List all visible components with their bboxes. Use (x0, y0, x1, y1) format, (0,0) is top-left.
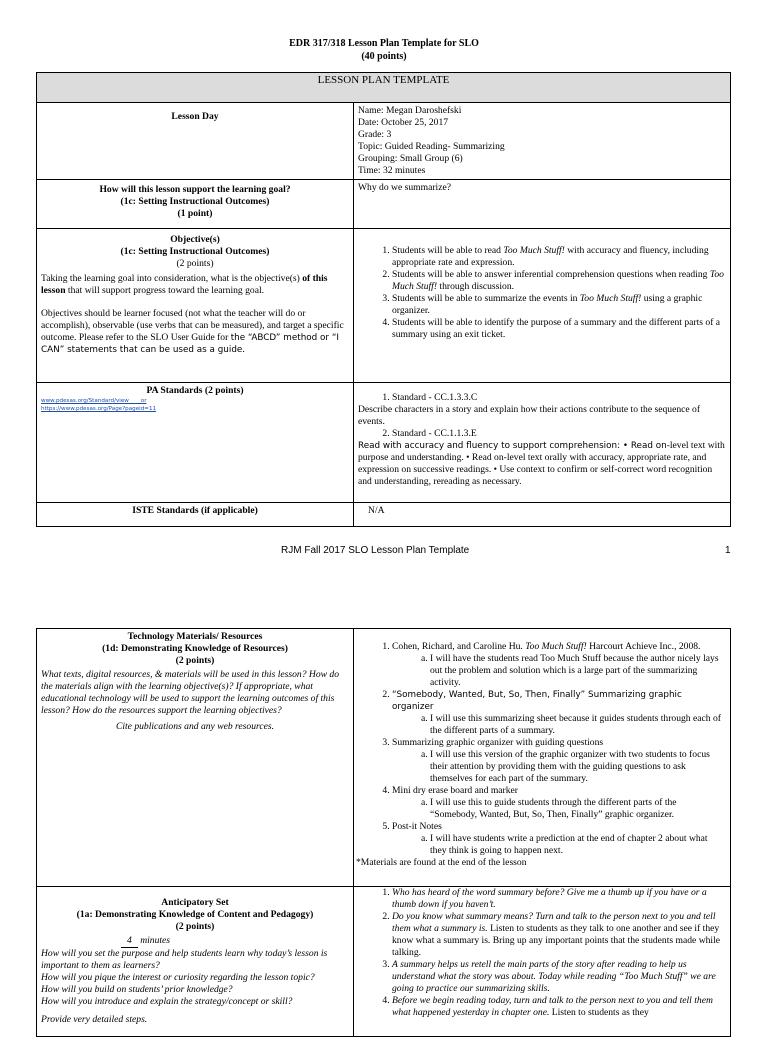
anticipatory-steps-cell (354, 887, 731, 1037)
anticipatory-step: 2. Do you know what summary means? Turn and talk to the person next to you and tell them what a summary is. Listen to students as they talk to one another and see if they know what a summary is. Bring up any important points that the students made while talking. (392, 911, 726, 959)
anticipatory-q5: Provide very detailed steps. (41, 1014, 148, 1025)
learning-goal-answer: Why do we summarize? (354, 180, 731, 229)
learning-goal-question: How will this lesson support the learning goal? (99, 184, 291, 195)
objectives-list-cell (354, 229, 731, 383)
resource-item: 1. Cohen, Richard, and Caroline Hu. Too Much Stuff! Harcourt Achieve Inc., 2008. a. I will have the students read Too Much Stuff because the author nicely lays out the problem and solution which is a large part of the summarizing activity. (392, 641, 726, 689)
lesson-day-label: Lesson Day (37, 103, 354, 180)
anticipatory-q1: How will you set the purpose and help students learn why today’s lesson is important to them as learners? (41, 948, 328, 971)
pdesas-link-1[interactable]: www.pdesas.org/Standard/view ___ or (41, 398, 147, 404)
iste-value: N/A (354, 503, 731, 527)
pa-standards-label-cell (37, 383, 354, 503)
tech-points: (2 points) (175, 655, 215, 666)
anticipatory-label-cell (37, 887, 354, 1037)
pdesas-link-2[interactable]: https://www.pdesas.org/Page?pageid=11 (41, 406, 157, 412)
objectives-prompt: Taking the learning goal into consideration, what is the objective(s) of this lesson that will support progress toward the learning goal. (41, 273, 328, 296)
objective-item: 1. Students will be able to read Too Much Stuff! with accuracy and fluency, including appropriate rate and expression. (392, 245, 726, 269)
standard-2: 2. Standard - CC.1.1.3.E (392, 428, 726, 440)
lesson-date: Date: October 25, 2017 (358, 117, 449, 128)
standard-1-desc: Describe characters in a story and explain how their actions contribute to the sequence of events. (358, 404, 701, 427)
materials-note: *Materials are found at the end of the lesson (356, 857, 527, 868)
tech-cite: Cite publications and any web resources. (115, 721, 275, 732)
anticipatory-title: Anticipatory Set (161, 897, 229, 908)
teacher-name: Name: Megan Daroshefski (358, 105, 462, 116)
objectives-sub: (1c: Setting Instructional Outcomes) (120, 246, 270, 257)
anticipatory-steps (358, 887, 726, 1019)
page-number: 1 (725, 545, 731, 556)
template-header: LESSON PLAN TEMPLATE (37, 73, 731, 103)
objectives-points: (2 points) (176, 258, 214, 269)
minutes-line (41, 935, 349, 948)
objectives-title: Objective(s) (170, 234, 220, 245)
standard-2-list (358, 428, 726, 440)
resources-list (358, 641, 726, 857)
tech-title: Technology Materials/ Resources (127, 631, 263, 642)
resource-note: a. I will use this summarizing sheet because it guides students through each of the different parts of a summary. (430, 713, 726, 737)
standard-1: 1. Standard - CC.1.3.3.C (392, 392, 726, 404)
resource-note: a. I will have the students read Too Much Stuff because the author nicely lays out the problem and solution which is a large part of the summarizing activity. (430, 653, 726, 689)
title-line-2: (40 points) (361, 51, 407, 62)
tech-resources-cell (354, 629, 731, 887)
resource-item: 4. Mini dry erase board and marker a. I will use this to guide students through the different parts of the “Somebody, Wanted, But, So, Then, Finally” graphic organizer. (392, 785, 726, 821)
learning-goal-sub: (1c: Setting Instructional Outcomes) (120, 196, 270, 207)
resource-item: 3. Summarizing graphic organizer with guiding questions a. I will use this version of the graphic organizer with two students to focus their attention by providing them with the guiding questions to ask themselves for each part of the summary. (392, 737, 726, 785)
anticipatory-q4: How will you introduce and explain the strategy/concept or skill? (41, 996, 293, 1007)
learning-goal-points: (1 point) (177, 208, 213, 219)
tech-prompt: What texts, digital resources, & materials will be used in this lesson? How do the materials align with the learning objective(s)? If appropriate, what educational technology will be used to support the learning outcomes of this lesson? How do the resources support the learning objectives? (41, 669, 340, 716)
anticipatory-step: 1. Who has heard of the word summary before? Give me a thumb up if you have or a thumb down if you haven’t. (392, 887, 726, 911)
objectives-label-cell (37, 229, 354, 383)
lesson-time: Time: 32 minutes (358, 165, 426, 176)
anticipatory-step: 3. A summary helps us retell the main parts of the story after reading to help us understand what the story was about. Today while reading “Too Much Stuff” we are going to practice our summarizing skills. (392, 959, 726, 995)
standard-1-list (358, 392, 726, 404)
tech-sub: (1d: Demonstrating Knowledge of Resources) (102, 643, 288, 654)
lesson-plan-table-page2 (36, 628, 731, 1037)
anticipatory-points: (2 points) (175, 921, 215, 932)
resource-item: 5. Post-it Notes a. I will have students write a prediction at the end of chapter 2 about what they think is going to happen next. (392, 821, 726, 857)
resource-note: a. I will have students write a prediction at the end of chapter 2 about what they think is going to happen next. (430, 833, 726, 857)
anticipatory-sub: (1a: Demonstrating Knowledge of Content and Pedagogy) (76, 909, 314, 920)
minutes-label: minutes (137, 935, 171, 946)
anticipatory-step: 4. Before we begin reading today, turn and talk to the person next to you and tell them what happened yesterday in chapter one. Listen to students as they (392, 995, 726, 1019)
grouping: Grouping: Small Group (6) (358, 153, 463, 164)
objectives-guidance: Objectives should be learner focused (not what the teacher will do or accomplish), observable (use verbs that can be measured), and target a specific outcome. Please refer to the SLO User Guide for the “ABCD” method or “I CAN” statements that can be used as a guide. (41, 308, 344, 355)
tech-label-cell (37, 629, 354, 887)
topic: Topic: Guided Reading- Summarizing (358, 141, 505, 152)
standard-2-desc: Read with accuracy and fluency to support comprehension: • Read on-level text with purpose and understanding. • Read on-level text orally with accuracy, appropriate rate, and expression on successive readings. • Use context to confirm or self-correct word recognition and understanding, rereading as necessary. (358, 440, 725, 487)
footer-title: RJM Fall 2017 SLO Lesson Plan Template (281, 545, 470, 556)
anticipatory-q3: How will you build on students’ prior knowledge? (41, 984, 233, 995)
lesson-day-details (354, 103, 731, 180)
title-line-1: EDR 317/318 Lesson Plan Template for SLO (289, 38, 479, 49)
grade: Grade: 3 (358, 129, 392, 140)
pa-standards-content (354, 383, 731, 503)
lesson-plan-table-page1 (36, 72, 731, 527)
resource-item: 2. “Somebody, Wanted, But, So, Then, Finally” Summarizing graphic organizer a. I will use this summarizing sheet because it guides students through each of the different parts of a summary. (392, 689, 726, 737)
minutes-value: 4 (121, 935, 138, 948)
objectives-list (358, 245, 726, 341)
pa-standards-title: PA Standards (2 points) (146, 385, 244, 396)
iste-label: ISTE Standards (if applicable) (37, 503, 354, 527)
objective-item: 3. Students will be able to summarize the events in Too Much Stuff! using a graphic organizer. (392, 293, 726, 317)
objective-item: 2. Students will be able to answer inferential comprehension questions when reading Too Much Stuff! through discussion. (392, 269, 726, 293)
learning-goal-label (37, 180, 354, 229)
resource-note: a. I will use this to guide students through the different parts of the “Somebody, Wanted, But, So, Then, Finally” graphic organizer. (430, 797, 726, 821)
objective-item: 4. Students will be able to identify the purpose of a summary and the different parts of a summary using an exit ticket. (392, 317, 726, 341)
document-title (0, 37, 768, 63)
anticipatory-q2: How will you pique the interest or curiosity regarding the lesson topic? (41, 972, 315, 983)
resource-note: a. I will use this version of the graphic organizer with two students to focus their attention by providing them with the guiding questions to ask themselves for each part of the summary. (430, 749, 726, 785)
